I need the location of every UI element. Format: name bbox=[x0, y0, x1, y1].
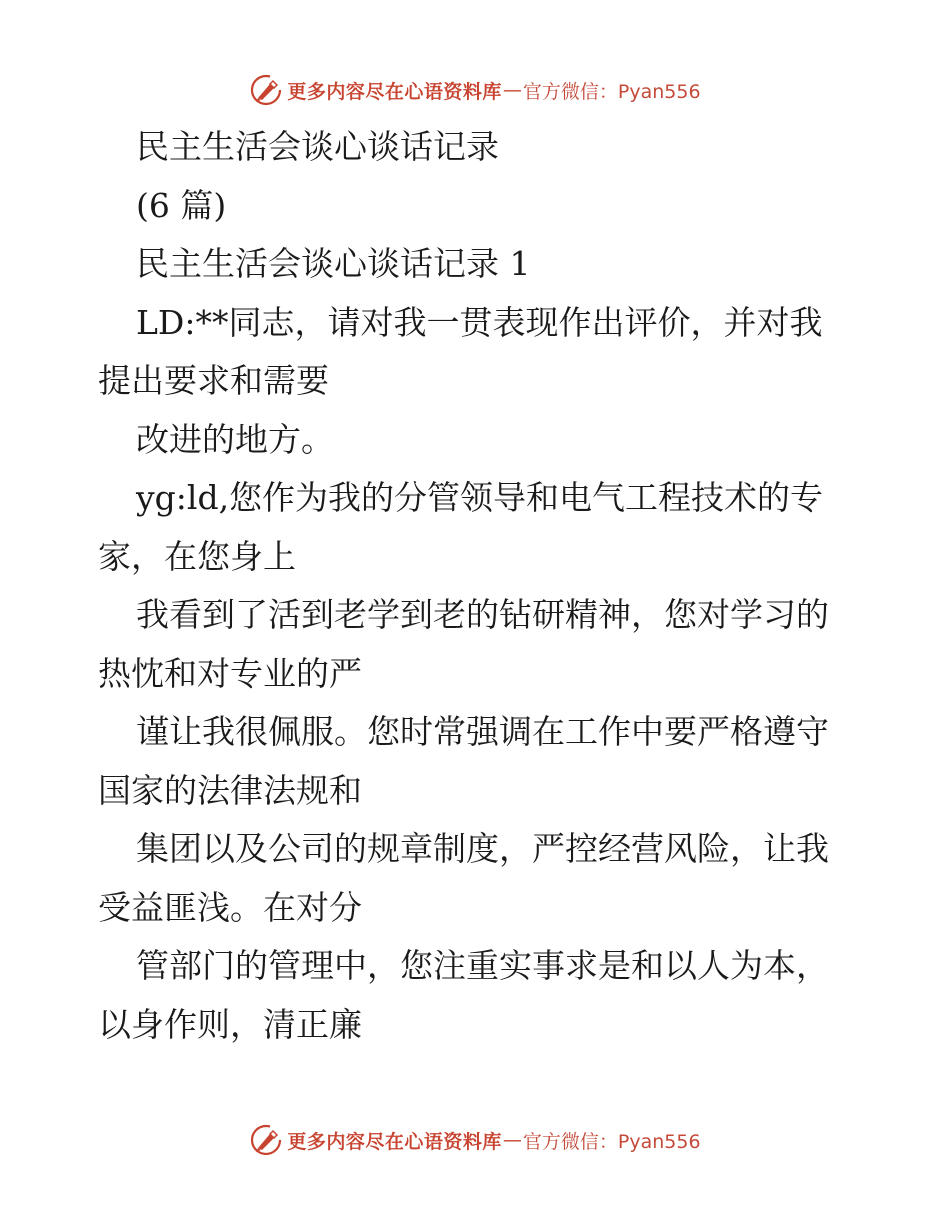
pen-logo-icon bbox=[249, 73, 283, 107]
text-line: 管部门的管理中，您注重实事求是和以人为本， bbox=[136, 946, 829, 985]
pen-logo-icon bbox=[249, 1123, 283, 1157]
text-line: 改进的地方。 bbox=[136, 419, 334, 459]
text-line: 受益匪浅。在对分 bbox=[98, 887, 362, 927]
text-line: 以身作则，清正廉 bbox=[98, 1004, 362, 1044]
text-line: 热忱和对专业的严 bbox=[98, 653, 362, 693]
text-line: 我看到了活到老学到老的钻研精神，您对学习的 bbox=[136, 595, 829, 634]
text-line: 国家的法律法规和 bbox=[98, 770, 362, 810]
watermark-brand: 更多内容尽在心语资料库 bbox=[287, 80, 502, 103]
text-line: LD:**同志，请对我一贯表现作出评价，并对我 bbox=[136, 302, 823, 342]
document-body bbox=[98, 118, 858, 1054]
document-subtitle: (6 篇) bbox=[136, 185, 227, 225]
text-line: 集团以及公司的规章制度，严控经营风险，让我 bbox=[136, 829, 829, 868]
watermark-wechat: 官方微信：Pyan556 bbox=[522, 1130, 701, 1153]
watermark-wechat: 官方微信：Pyan556 bbox=[522, 80, 701, 103]
watermark-separator: — bbox=[502, 1129, 522, 1151]
text-line: 谨让我很佩服。您时常强调在工作中要严格遵守 bbox=[136, 712, 829, 751]
text-line: 提出要求和需要 bbox=[98, 361, 329, 400]
section-heading: 民主生活会谈心谈话记录 1 bbox=[136, 244, 531, 283]
watermark-brand: 更多内容尽在心语资料库 bbox=[287, 1130, 502, 1153]
footer-watermark bbox=[0, 1120, 950, 1160]
text-line: 家，在您身上 bbox=[98, 536, 296, 576]
document-title: 民主生活会谈心谈话记录 bbox=[136, 127, 499, 166]
watermark-separator: — bbox=[502, 79, 522, 101]
text-line: yg:ld,您作为我的分管领导和电气工程技术的专 bbox=[136, 478, 824, 517]
header-watermark bbox=[0, 70, 950, 110]
